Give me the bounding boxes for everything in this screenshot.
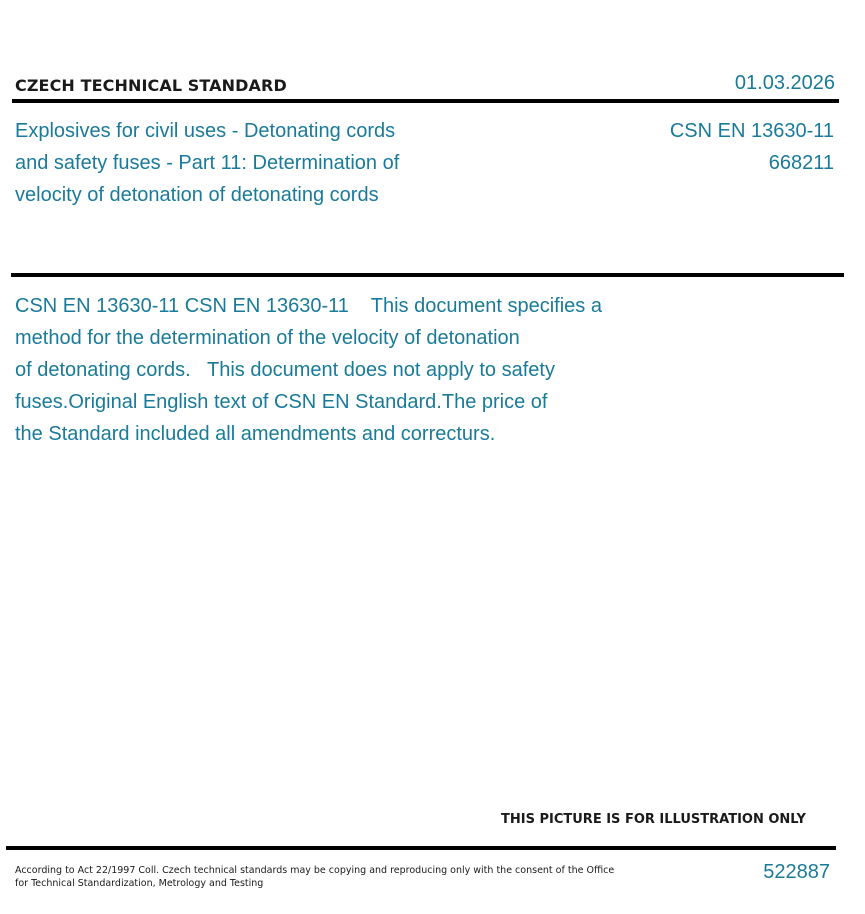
description-line: of detonating cords. This document does not apply to safety <box>15 359 555 381</box>
document-number: 522887 <box>763 861 830 883</box>
publication-date: 01.03.2026 <box>734 72 835 94</box>
legal-notice-line: According to Act 22/1997 Coll. Czech technical standards may be copying and reproducing only with the consent of the Office <box>15 865 615 876</box>
standard-description <box>15 290 655 450</box>
document-type-heading: CZECH TECHNICAL STANDARD <box>15 76 287 95</box>
footer-divider <box>6 846 836 850</box>
header-divider <box>12 99 839 103</box>
classification-number: 668211 <box>768 152 834 174</box>
illustration-notice: THIS PICTURE IS FOR ILLUSTRATION ONLY <box>501 812 806 827</box>
section-divider <box>11 273 844 277</box>
description-line: CSN EN 13630-11 CSN EN 13630-11 This document specifies a <box>15 295 602 317</box>
description-line: the Standard included all amendments and correcturs. <box>15 423 496 445</box>
legal-notice-line: for Technical Standardization, Metrology and Testing <box>15 878 264 889</box>
legal-notice <box>15 864 615 890</box>
standard-title <box>15 115 455 211</box>
standard-code: CSN EN 13630-11 <box>669 120 834 142</box>
description-line: fuses.Original English text of CSN EN Standard.The price of <box>15 391 548 413</box>
standard-title-line: velocity of detonation of detonating cords <box>15 184 379 206</box>
standard-identifiers <box>670 115 834 179</box>
standard-title-line: Explosives for civil uses - Detonating cords <box>15 120 396 142</box>
description-line: method for the determination of the velocity of detonation <box>15 327 520 349</box>
standard-title-line: and safety fuses - Part 11: Determination of <box>15 152 400 174</box>
